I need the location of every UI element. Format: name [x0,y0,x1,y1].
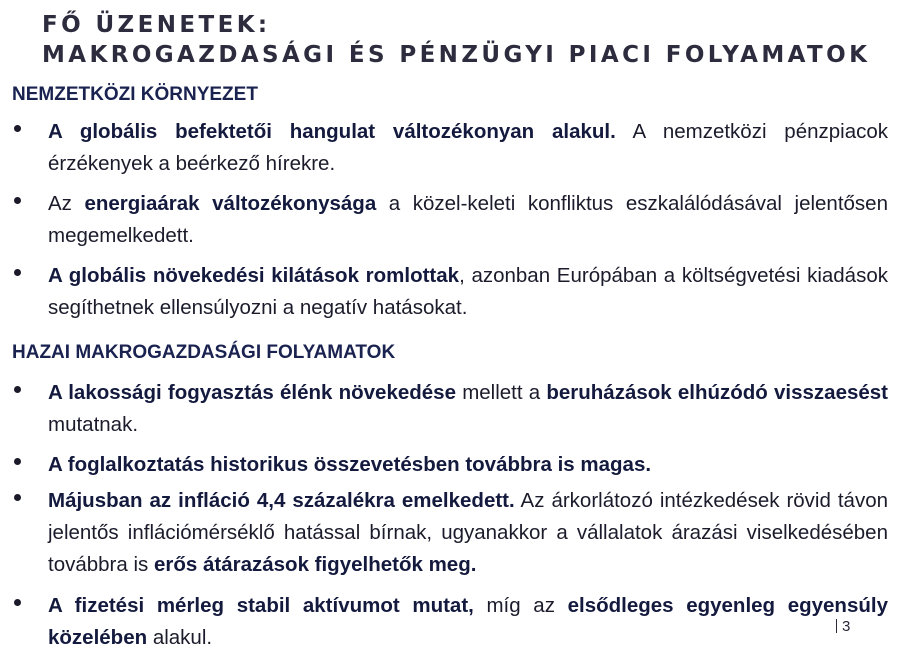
bullet-text [48,188,888,252]
slide-title [42,10,902,70]
bullet-text [48,449,888,481]
bullet-text-bold: Májusban az infláció 4,4 százalékra emelkedett. [48,489,515,512]
bullet-text-bold: A lakossági fogyasztás élénk növekedése [48,381,456,404]
bullet-text-run: mellett a [456,381,547,404]
bullet-text-run: Az árkorlátozó intézkedések rövid távon jelentős inflációmérséklő hatással bírnak, ugyanakkor a vállalatok árazási viselkedésében továbbra is [48,489,889,576]
bullet-dot-icon [14,599,21,606]
page-separator [836,619,837,633]
bullet-text-run: A nemzetközi pénzpiacok érzékenyek a beérkező hírekre. [48,120,889,175]
section-heading-domestic: HAZAI MAKROGAZDASÁGI FOLYAMATOK [12,342,396,363]
bullet-item [12,590,888,654]
title-line-2: MAKROGAZDASÁGI ÉS PÉNZÜGYI PIACI FOLYAMATOK [42,42,871,68]
bullet-dot-icon [14,494,21,501]
bullet-dot-icon [14,458,21,465]
page-number-value: 3 [842,618,851,635]
bullet-item [12,260,888,324]
bullet-dot-icon [14,125,21,132]
bullet-text [48,377,888,441]
bullet-text-run: , azonban Európában a költségvetési kiadások segíthetnek ellensúlyozni a negatív hatásokat. [48,264,888,319]
bullet-text-run: míg az [473,594,568,617]
bullet-item [12,188,888,252]
bullet-text-run: alakul. [147,626,213,649]
bullet-text-run: Az [48,192,85,215]
bullet-text-bold: A globális növekedési kilátások romlottak [48,264,460,287]
bullet-text-bold: energiaárak változékonysága [84,192,377,215]
bullet-text-bold: beruházások elhúzódó visszaesést [546,381,888,404]
bullet-text-bold: erős átárazások figyelhetők meg. [153,553,477,576]
bullet-item [12,377,888,441]
bullet-dot-icon [14,197,21,204]
bullet-text-bold: elsődleges egyenleg egyensúly közelében [48,594,888,649]
bullet-text [48,116,888,180]
bullet-dot-icon [14,269,21,276]
bullet-text-bold: A foglalkoztatás historikus összevetésben továbbra is magas. [48,453,652,476]
bullet-text-bold: A globális befektetői hangulat változékonyan alakul. [48,120,616,143]
bullet-dot-icon [14,386,21,393]
bullet-item [12,485,888,581]
bullet-text-run: mutatnak. [48,413,139,436]
bullet-text-run: a közel-keleti konfliktus eszkalálódásával jelentősen megemelkedett. [48,192,888,247]
bullet-text [48,590,888,654]
bullet-item [12,449,888,481]
bullet-item [12,116,888,180]
bullet-text [48,485,888,581]
section-heading-international: NEMZETKÖZI KÖRNYEZET [12,84,258,105]
bullet-text-bold: A fizetési mérleg stabil aktívumot mutat, [48,594,474,617]
page-number [836,618,850,635]
bullet-text [48,260,888,324]
title-line-1: FŐ ÜZENETEK: [42,12,271,38]
